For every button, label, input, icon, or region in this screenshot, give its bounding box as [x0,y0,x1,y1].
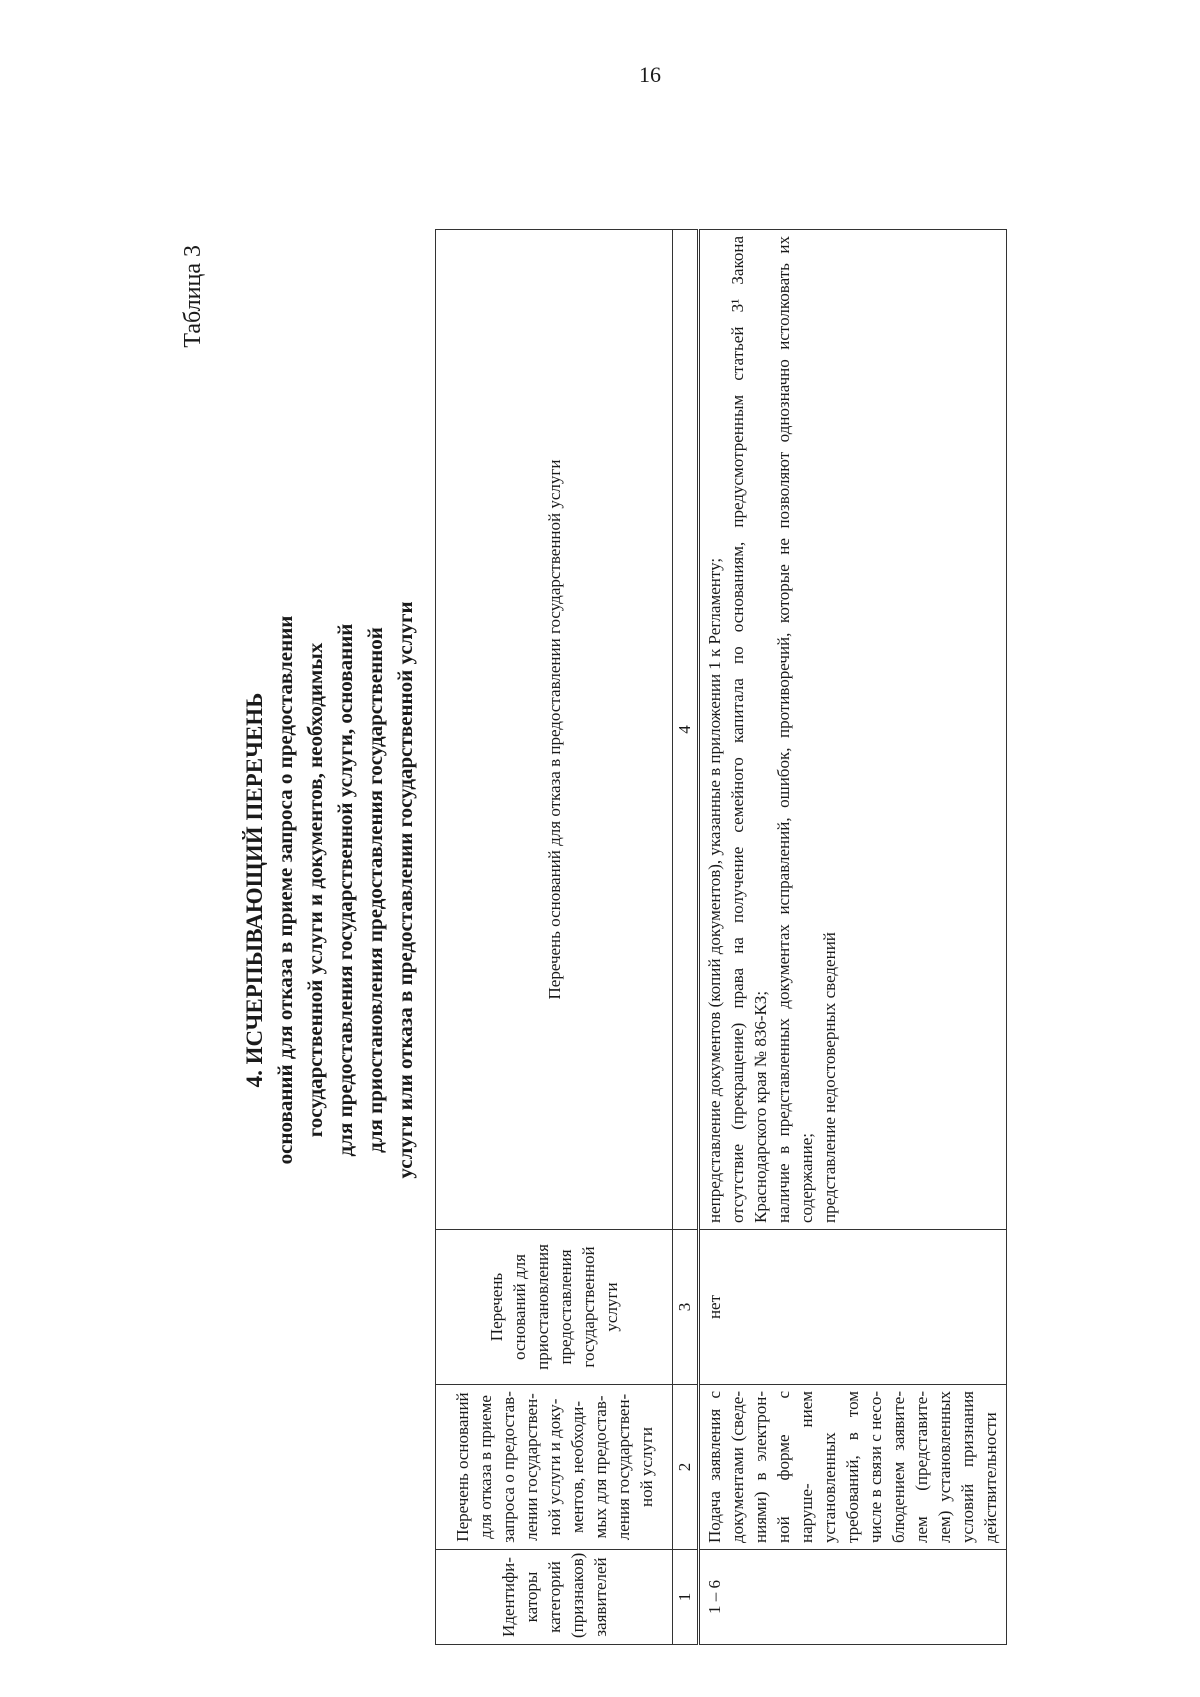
refusal-grounds-table [435,229,1007,1645]
cell-suspension: нет [699,1230,1007,1385]
column-numbers-row [673,230,699,1645]
heading-line: государственной услуги и документов, необходимых [303,642,327,1138]
cell-refusal-reception: Подача заявления с документами (сведе- ниями) в электрон- ной форме с наруше- нием установленных требований, в том числе в связи с несо- блюдением заявите- лем (представите- лем) установленных условий признания действительности [699,1385,1007,1550]
landscape-content [170,120,1070,1680]
heading-line: услуги или отказа в предоставлении государственной услуги [393,601,417,1179]
header-identifiers: Идентифи- каторы категорий (признаков) заявителей [436,1550,673,1645]
header-refusal-reception: Перечень оснований для отказа в приеме запроса о предостав- лении государствен- ной услуги и доку- ментов, необходи- мых для предостав- ления государствен- ной услуги [436,1385,673,1550]
cell-refusal-service [699,230,1007,1230]
table-header-row [436,230,673,1645]
heading-title: 4. ИСЧЕРПЫВАЮЩИЙ ПЕРЕЧЕНЬ [242,692,267,1088]
column-number: 2 [673,1385,699,1550]
table-label: Таблица 3 [180,245,206,348]
header-suspension: Перечень оснований для приостановления предоставления государственной услуги [436,1230,673,1385]
refusal-item: непредставление документов (копий документов), указанные в приложении 1 к Регламенту; [705,557,724,1223]
refusal-item: отсутствие (прекращение) права на получение семейного капитала по основаниям, предусмотренным статьей 3¹ Закона Краснодарского края № 836-КЗ; [728,236,770,1223]
column-number: 1 [673,1550,699,1645]
cell-identifiers: 1 – 6 [699,1550,1007,1645]
page-number: 16 [639,62,661,87]
header-refusal-service: Перечень оснований для отказа в предоставлении государственной услуги [436,230,673,1230]
column-number: 3 [673,1230,699,1385]
refusal-item: наличие в представленных документах исправлений, ошибок, противоречий, которые не позволяют однозначно истолковать их содержание; [774,236,816,1223]
heading-line: для предоставления государственной услуги, оснований [333,623,357,1157]
column-number: 4 [673,230,699,1230]
heading-line: оснований для отказа в приеме запроса о предоставлении [273,615,297,1165]
table-row [699,230,1007,1645]
refusal-item: представление недостоверных сведений [820,932,839,1223]
section-heading [240,230,420,1550]
heading-line: для приостановления предоставления государственной [363,627,387,1153]
